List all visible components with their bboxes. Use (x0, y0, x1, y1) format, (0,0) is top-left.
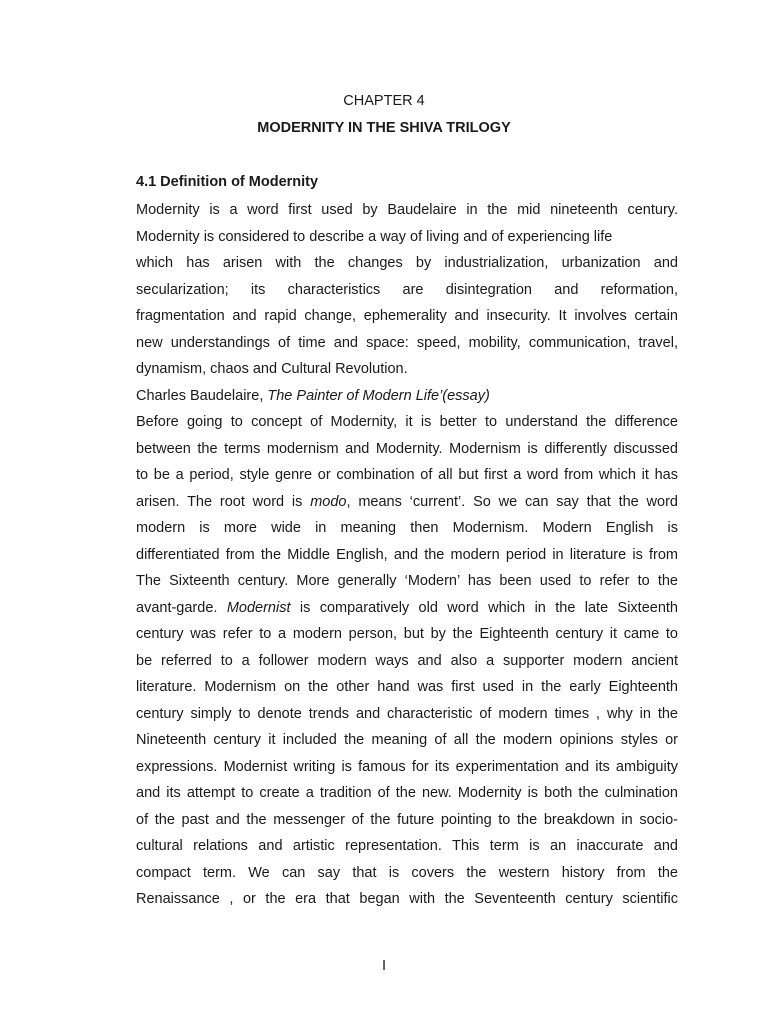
text-run: cultural relations and artistic representation. This term is an inaccurate and (136, 838, 678, 854)
paragraph-line (136, 383, 678, 410)
paragraph-line (136, 409, 678, 436)
text-run: differentiated from the Middle English, and the modern period in literature is from (136, 546, 678, 563)
paragraph-line (136, 330, 678, 357)
page-number: I (381, 958, 387, 974)
paragraph-line (136, 515, 678, 542)
text-run: which has arisen with the changes by industrialization, urbanization and (136, 255, 678, 271)
body-text (136, 197, 678, 913)
text-run: fragmentation and rapid change, ephemerality and insecurity. It involves certain (136, 308, 678, 324)
text-run: between the terms modernism and Modernity. Modernism is differently discussed (136, 440, 678, 457)
text-run: is comparatively old word which in the late Sixteenth (290, 599, 678, 616)
text-run: The Sixteenth century. More generally ‘Modern’ has been used to refer to the (136, 573, 678, 589)
text-run: literature. Modernism on the other hand was first used in the early Eighteenth (136, 679, 678, 695)
paragraph-line (136, 356, 678, 383)
paragraph-line (136, 303, 678, 330)
paragraph-line (136, 674, 678, 701)
paragraph-line (136, 197, 678, 224)
paragraph-line (136, 621, 678, 648)
text-run: of the past and the messenger of the future pointing to the breakdown in socio- (136, 811, 678, 828)
section-heading: 4.1 Definition of Modernity (136, 174, 319, 190)
paragraph-line (136, 224, 678, 251)
paragraph-line (136, 436, 678, 463)
paragraph-line (136, 886, 678, 913)
text-run: Renaissance , or the era that began with the Seventeenth century scientific (136, 891, 678, 907)
text-run: be referred to a follower modern ways and also a supporter modern ancient (136, 652, 678, 669)
chapter-label: CHAPTER 4 (343, 93, 425, 109)
paragraph-line (136, 595, 678, 622)
text-run: arisen. The root word is (136, 493, 311, 510)
paragraph-line (136, 754, 678, 781)
paragraph-line (136, 489, 678, 516)
text-run: Before going to concept of Modernity, it is better to understand the difference (136, 414, 678, 430)
text-run: century simply to denote trends and characteristic of modern times , why in the (136, 705, 678, 722)
text-run: dynamism, chaos and Cultural Revolution. (136, 361, 408, 377)
text-run: Modernity is considered to describe a way of living and of experiencing life (136, 228, 613, 245)
paragraph-line (136, 568, 678, 595)
text-run: and its attempt to create a tradition of the new. Modernity is both the culmination (136, 785, 678, 801)
text-run: Charles Baudelaire, (136, 387, 268, 404)
paragraph-line (136, 250, 678, 277)
italic-text: modo (310, 493, 347, 510)
text-run: avant-garde. (136, 599, 227, 616)
paragraph-line (136, 807, 678, 834)
text-run: secularization; its characteristics are disintegration and reformation, (136, 281, 678, 298)
text-run: Nineteenth century it included the meaning of all the modern opinions styles or (136, 732, 678, 748)
text-run: expressions. Modernist writing is famous for its experimentation and its ambiguity (136, 758, 678, 775)
text-run: modern is more wide in meaning then Modernism. Modern English is (136, 520, 678, 536)
paragraph-line (136, 701, 678, 728)
paragraph-line (136, 277, 678, 304)
text-run: , means ‘current’. So we can say that the word (346, 493, 678, 510)
text-run: to be a period, style genre or combination of all but first a word from which it has (136, 467, 678, 483)
italic-text: The Painter of Modern Life’(essay) (267, 387, 490, 404)
paragraph-line (136, 860, 678, 887)
paragraph-line (136, 833, 678, 860)
paragraph-line (136, 727, 678, 754)
chapter-title: MODERNITY IN THE SHIVA TRILOGY (257, 120, 511, 136)
italic-text: Modernist (226, 599, 291, 616)
text-run: compact term. We can say that is covers the western history from the (136, 864, 678, 881)
paragraph-line (136, 780, 678, 807)
paragraph-line (136, 462, 678, 489)
text-run: Modernity is a word first used by Baudelaire in the mid nineteenth century. (136, 202, 678, 218)
paragraph-line (136, 648, 678, 675)
text-run: new understandings of time and space: speed, mobility, communication, travel, (136, 334, 678, 351)
paragraph-line (136, 542, 678, 569)
text-run: century was refer to a modern person, but by the Eighteenth century it came to (136, 626, 678, 642)
